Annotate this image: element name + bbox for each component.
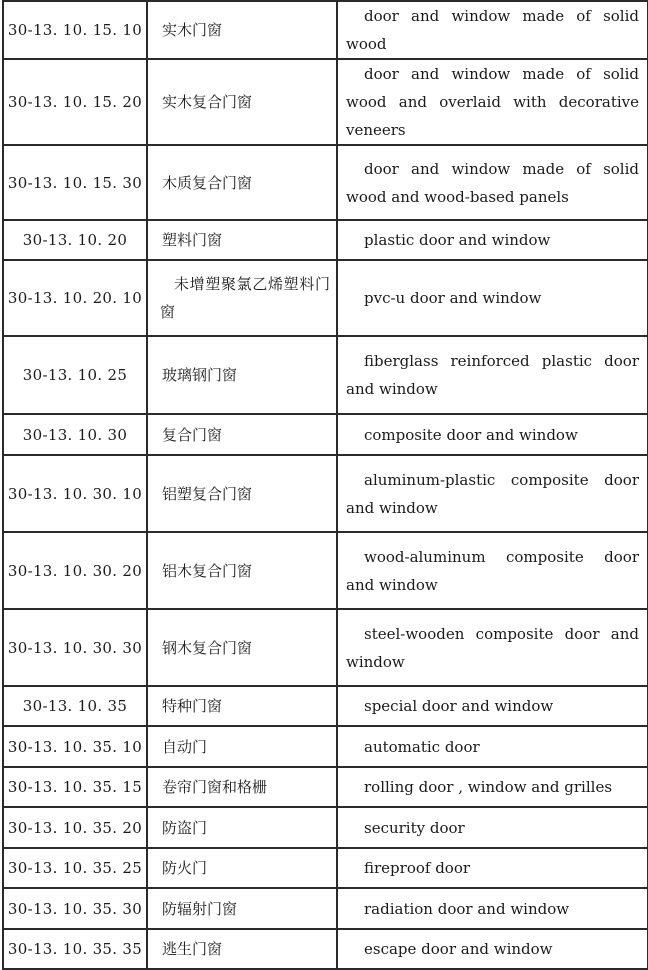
table-row xyxy=(3,726,648,767)
english-term-cell: door and window made of solid wood and overlaid with decorative veneers xyxy=(337,59,648,145)
english-term-cell: rolling door , window and grilles xyxy=(337,767,648,807)
table-row xyxy=(3,260,648,336)
code-cell: 30-13. 10. 30. 20 xyxy=(3,532,147,609)
english-term-cell: fireproof door xyxy=(337,848,648,888)
chinese-term-cell: 防盗门 xyxy=(147,807,337,848)
code-cell: 30-13. 10. 35. 35 xyxy=(3,929,147,969)
chinese-term-cell: 未增塑聚氯乙烯塑料门窗 xyxy=(147,260,337,336)
chinese-term-cell: 防火门 xyxy=(147,848,337,888)
table-row xyxy=(3,609,648,686)
english-term-cell: composite door and window xyxy=(337,414,648,455)
chinese-term-cell: 塑料门窗 xyxy=(147,220,337,260)
english-term-cell: door and window made of solid wood and wood-based panels xyxy=(337,145,648,220)
english-term-cell: wood-aluminum composite door and window xyxy=(337,532,648,609)
chinese-term-cell: 钢木复合门窗 xyxy=(147,609,337,686)
table-row xyxy=(3,848,648,888)
chinese-term-cell: 复合门窗 xyxy=(147,414,337,455)
chinese-term-cell: 自动门 xyxy=(147,726,337,767)
table-row xyxy=(3,807,648,848)
chinese-term-cell: 玻璃钢门窗 xyxy=(147,336,337,414)
code-cell: 30-13. 10. 15. 30 xyxy=(3,145,147,220)
english-term-cell: automatic door xyxy=(337,726,648,767)
english-term-cell: door and window made of solid wood xyxy=(337,1,648,59)
table-row xyxy=(3,59,648,145)
english-term-cell: steel-wooden composite door and window xyxy=(337,609,648,686)
chinese-term-cell: 防辐射门窗 xyxy=(147,888,337,929)
english-term-cell: pvc-u door and window xyxy=(337,260,648,336)
table-row xyxy=(3,414,648,455)
chinese-term-cell: 木质复合门窗 xyxy=(147,145,337,220)
chinese-term-cell: 铝木复合门窗 xyxy=(147,532,337,609)
english-term-cell: radiation door and window xyxy=(337,888,648,929)
table-row xyxy=(3,220,648,260)
table-row xyxy=(3,888,648,929)
code-cell: 30-13. 10. 35. 10 xyxy=(3,726,147,767)
english-term-cell: aluminum-plastic composite door and window xyxy=(337,455,648,532)
table-row xyxy=(3,767,648,807)
chinese-term-cell: 逃生门窗 xyxy=(147,929,337,969)
code-cell: 30-13. 10. 15. 10 xyxy=(3,1,147,59)
english-term-cell: fiberglass reinforced plastic door and window xyxy=(337,336,648,414)
code-cell: 30-13. 10. 35. 25 xyxy=(3,848,147,888)
english-term-cell: plastic door and window xyxy=(337,220,648,260)
english-term-cell: escape door and window xyxy=(337,929,648,969)
chinese-term-cell: 铝塑复合门窗 xyxy=(147,455,337,532)
chinese-term-cell: 卷帘门窗和格栅 xyxy=(147,767,337,807)
table-row xyxy=(3,532,648,609)
table-row xyxy=(3,929,648,969)
chinese-term-cell: 实木门窗 xyxy=(147,1,337,59)
table-row xyxy=(3,145,648,220)
code-cell: 30-13. 10. 35 xyxy=(3,686,147,726)
code-cell: 30-13. 10. 20. 10 xyxy=(3,260,147,336)
table-row xyxy=(3,336,648,414)
code-cell: 30-13. 10. 25 xyxy=(3,336,147,414)
code-cell: 30-13. 10. 35. 15 xyxy=(3,767,147,807)
code-cell: 30-13. 10. 20 xyxy=(3,220,147,260)
code-cell: 30-13. 10. 15. 20 xyxy=(3,59,147,145)
code-cell: 30-13. 10. 30 xyxy=(3,414,147,455)
table-row xyxy=(3,1,648,59)
code-cell: 30-13. 10. 35. 30 xyxy=(3,888,147,929)
term-table xyxy=(2,0,648,970)
code-cell: 30-13. 10. 35. 20 xyxy=(3,807,147,848)
table-row xyxy=(3,455,648,532)
code-cell: 30-13. 10. 30. 30 xyxy=(3,609,147,686)
chinese-term-cell: 实木复合门窗 xyxy=(147,59,337,145)
english-term-cell: security door xyxy=(337,807,648,848)
chinese-term-cell: 特种门窗 xyxy=(147,686,337,726)
english-term-cell: special door and window xyxy=(337,686,648,726)
code-cell: 30-13. 10. 30. 10 xyxy=(3,455,147,532)
table-row xyxy=(3,686,648,726)
